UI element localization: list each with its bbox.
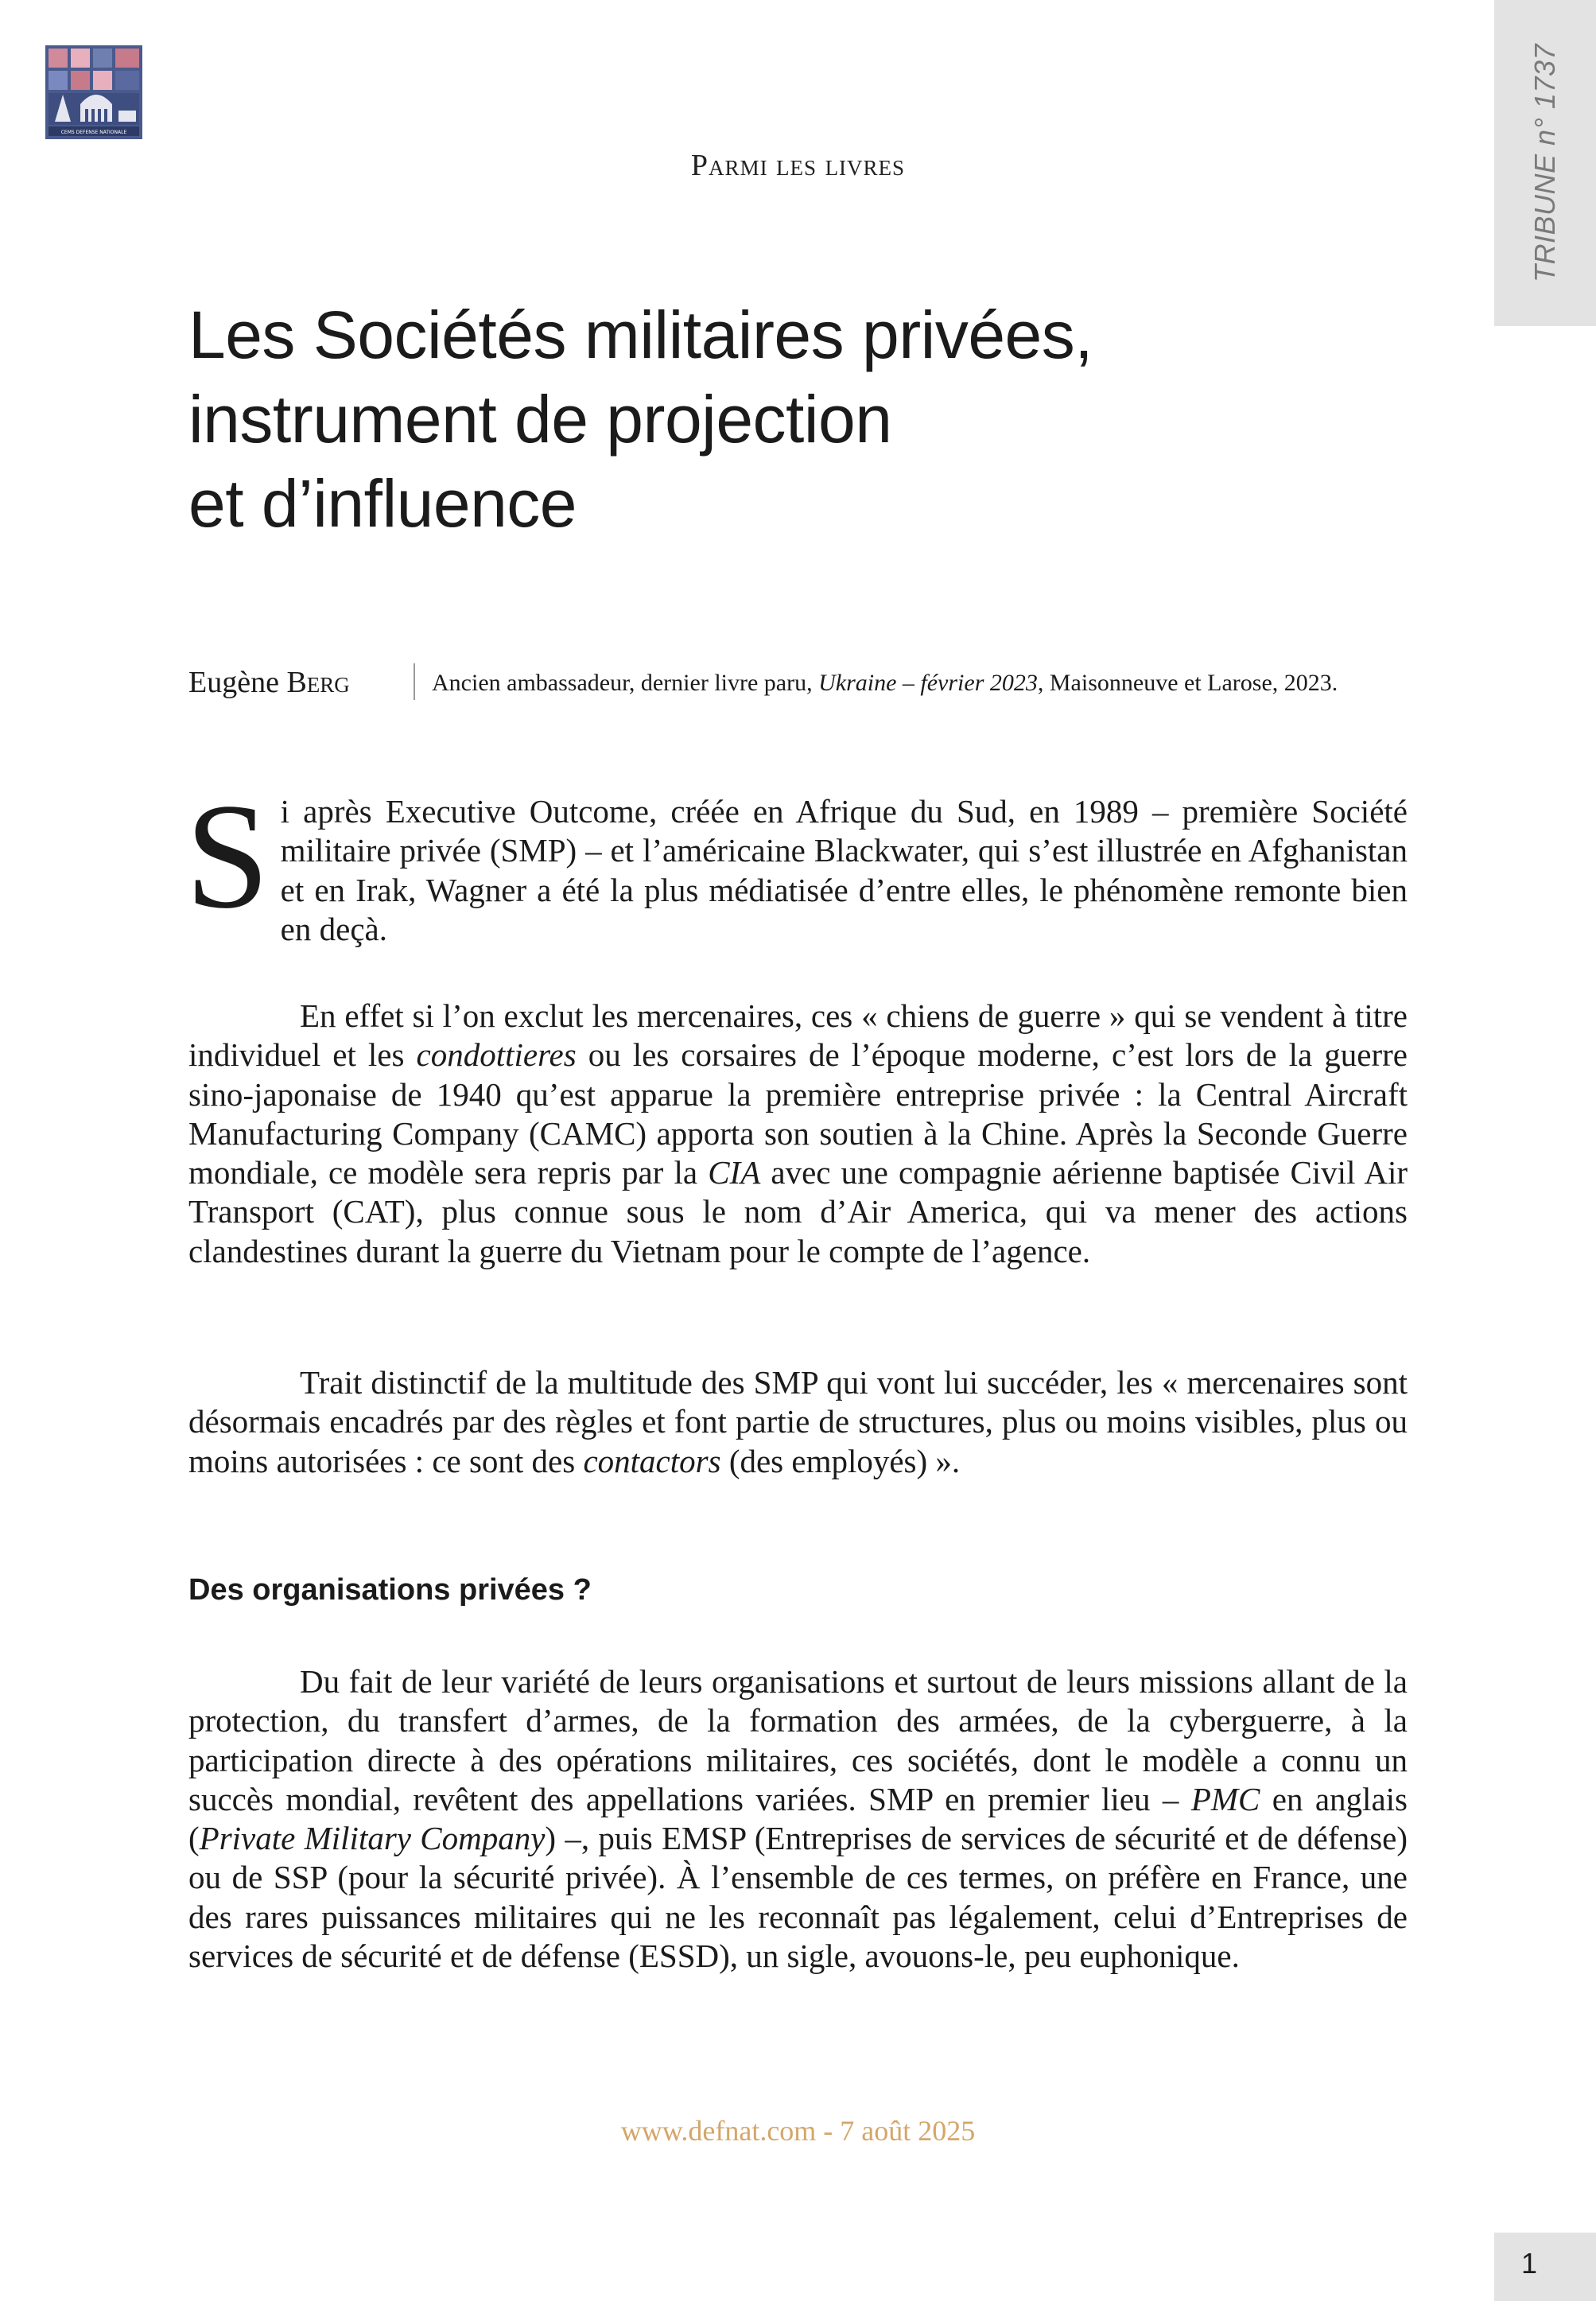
body-paragraph bbox=[188, 1662, 1408, 1976]
page-number: 1 bbox=[1521, 2247, 1538, 2280]
body-paragraph bbox=[188, 1363, 1408, 1481]
body-paragraph bbox=[188, 997, 1408, 1271]
footer-url-date: www.defnat.com - 7 août 2025 bbox=[620, 2115, 976, 2147]
author-bio-suffix: , Maisonneuve et Larose, 2023. bbox=[1037, 670, 1338, 696]
page-number-box bbox=[1494, 2233, 1596, 2301]
paragraph-italic: CIA bbox=[708, 1154, 761, 1191]
paragraph-italic: PMC bbox=[1190, 1780, 1260, 1817]
author-bio bbox=[432, 670, 1338, 697]
svg-text:CEMS DEFENSE NATIONALE: CEMS DEFENSE NATIONALE bbox=[60, 130, 127, 135]
title-line: et d’influence bbox=[188, 466, 577, 541]
title-line: Les Sociétés militaires privées, bbox=[188, 297, 1093, 372]
intro-paragraph bbox=[185, 773, 1408, 949]
author-divider bbox=[414, 663, 415, 700]
author-name bbox=[188, 665, 350, 700]
author-bio-prefix: Ancien ambassadeur, dernier livre paru, bbox=[432, 670, 819, 696]
title-line: instrument de projection bbox=[188, 382, 892, 457]
section-heading: Des organisations privées ? bbox=[188, 1573, 592, 1607]
paragraph-text: Trait distinctif de la multitude des SMP qui vont lui succéder, les « mercenaires sont désormais encadrés par des règles et font partie de structures, plus ou moins visibles, plus ou moins autorisées : ce sont des bbox=[188, 1364, 1408, 1479]
paragraph-text: en anglais ( bbox=[188, 1780, 1408, 1857]
paragraph-italic: Private Military Company bbox=[199, 1820, 546, 1857]
publication-logo bbox=[45, 45, 142, 139]
paragraph-text: (des employés) ». bbox=[720, 1442, 961, 1479]
paragraph-text: avec une compagnie aérienne baptisée Civil Air Transport (CAT), plus connue sous le nom d’Air America, qui va mener des actions clandestines durant la guerre du Vietnam pour le compte de l’agence. bbox=[188, 1154, 1408, 1269]
author-book-title: Ukraine – février 2023 bbox=[818, 670, 1038, 696]
paragraph-text: En effet si l’on exclut les mercenaires, ces « chiens de guerre » qui se vendent à titre individuel et les bbox=[188, 997, 1408, 1074]
paragraph-text: ou les corsaires de l’époque moderne, c’est lors de la guerre sino-japonaise de 1940 qu’est apparue la première entreprise privée : la Central Aircraft Manufacturing Company (CAMC) apporta son soutien à la Chine. Après la Seconde Guerre mondiale, ce modèle sera repris par la bbox=[188, 1036, 1408, 1191]
paragraph-text: Du fait de leur variété de leurs organisations et surtout de leurs missions allant de la protection, du transfert d’armes, de la formation des armées, de la cyberguerre, à la participation directe à des opérations militaires, ces sociétés, dont le modèle a connu un succès mondial, revêtent des appellations variées. SMP en premier lieu – bbox=[188, 1663, 1408, 1817]
article-title bbox=[188, 293, 1461, 546]
section-rubric: Parmi les livres bbox=[690, 149, 906, 182]
issue-number-label: TRIBUNE n° 1737 bbox=[1528, 43, 1561, 283]
author-last-name: Berg bbox=[286, 666, 350, 699]
author-line bbox=[188, 665, 1461, 705]
paragraph-italic: condottieres bbox=[416, 1036, 577, 1074]
intro-paragraph-text: i après Executive Outcome, créée en Afrique du Sud, en 1989 – première Société militaire privée (SMP) – et l’américaine Blackwater, qui s’est illustrée en Afghanistan et en Irak, Wagner a été la plus médiatisée d’entre elles, le phénomène remonte bien en deçà. bbox=[280, 793, 1408, 947]
drop-cap: S bbox=[185, 773, 270, 940]
author-first-name: Eugène bbox=[188, 666, 279, 699]
paragraph-text: ) –, puis EMSP (Entreprises de services de sécurité et de défense) ou de SSP (pour la sécurité privée). À l’ensemble de ces termes, on préfère en France, une des rares puissances militaires qui ne les reconnaît pas légalement, celui d’Entreprises de services de sécurité et de défense (ESSD), un sigle, avouons-le, peu euphonique. bbox=[188, 1820, 1408, 1975]
logo-emblem-icon bbox=[45, 45, 142, 139]
paragraph-italic: contactors bbox=[583, 1442, 721, 1479]
